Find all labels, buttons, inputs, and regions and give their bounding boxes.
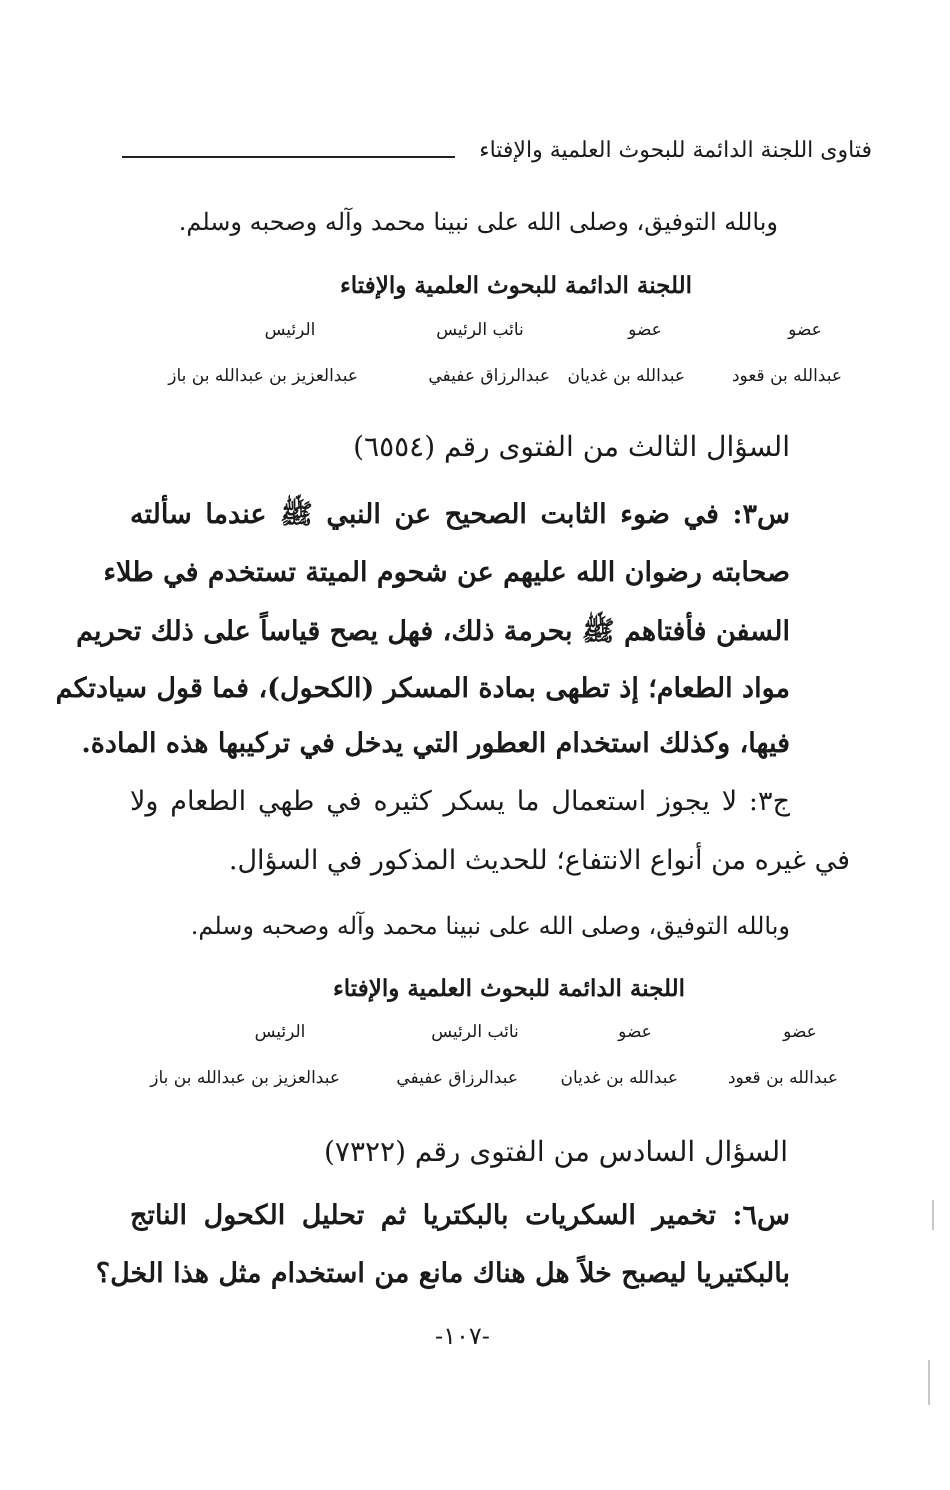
closing-line: وبالله التوفيق، وصلى الله على نبينا محمد وآله وصحبه وسلم. — [178, 208, 778, 236]
role-label: عضو — [618, 1022, 652, 1042]
question-line: صحابته رضوان الله عليهم عن شحوم الميتة تستخدم في طلاء — [103, 557, 790, 588]
role-label: نائب الرئيس — [436, 320, 524, 340]
running-header: فتاوى اللجنة الدائمة للبحوث العلمية والإفتاء — [479, 138, 872, 163]
page-number: -١٠٧- — [435, 1322, 490, 1350]
role-label: عضو — [788, 320, 822, 340]
member-name: عبدالرزاق عفيفي — [396, 1068, 518, 1088]
question-heading: السؤال السادس من الفتوى رقم (٧٣٢٢) — [323, 1135, 788, 1168]
question-line: بالبكتيريا ليصبح خلاً هل هناك مانع من استخدام مثل هذا الخل؟ — [95, 1258, 790, 1289]
scan-edge-mark — [932, 1200, 934, 1230]
question-heading: السؤال الثالث من الفتوى رقم (٦٥٥٤) — [353, 430, 790, 463]
role-label: الرئيس — [264, 320, 316, 340]
member-name: عبدالله بن قعود — [731, 366, 842, 386]
question-line: س٣: في ضوء الثابت الصحيح عن النبي ﷺ عندما سألته — [130, 499, 790, 530]
role-label: عضو — [628, 320, 662, 340]
header-rule — [122, 156, 455, 158]
closing-line: وبالله التوفيق، وصلى الله على نبينا محمد وآله وصحبه وسلم. — [190, 912, 790, 940]
member-name: عبدالرزاق عفيفي — [428, 366, 550, 386]
answer-line: ج٣: لا يجوز استعمال ما يسكر كثيره في طهي الطعام ولا — [130, 786, 790, 817]
question-line: مواد الطعام؛ إذ تطهى بمادة المسكر (الكحول)، فما قول سيادتكم — [55, 673, 790, 704]
scan-edge-mark — [928, 1360, 930, 1405]
member-name: عبدالعزيز بن عبدالله بن باز — [150, 1068, 340, 1088]
committee-name: اللجنة الدائمة للبحوث العلمية والإفتاء — [339, 272, 692, 299]
member-name: عبدالله بن غديان — [567, 366, 685, 386]
role-label: عضو — [783, 1022, 817, 1042]
answer-line: في غيره من أنواع الانتفاع؛ للحديث المذكور في السؤال. — [228, 845, 850, 876]
committee-name: اللجنة الدائمة للبحوث العلمية والإفتاء — [332, 975, 685, 1002]
role-label: نائب الرئيس — [431, 1022, 519, 1042]
member-name: عبدالله بن غديان — [560, 1068, 678, 1088]
question-line: السفن فأفتاهم ﷺ بحرمة ذلك، فهل يصح قياساً على ذلك تحريم — [76, 616, 790, 647]
member-name: عبدالعزيز بن عبدالله بن باز — [168, 366, 358, 386]
question-line: س٦: تخمير السكريات بالبكتريا ثم تحليل الكحول الناتج — [130, 1200, 790, 1231]
question-line: فيها، وكذلك استخدام العطور التي يدخل في تركيبها هذه المادة. — [81, 728, 790, 759]
member-name: عبدالله بن قعود — [727, 1068, 838, 1088]
role-label: الرئيس — [254, 1022, 306, 1042]
